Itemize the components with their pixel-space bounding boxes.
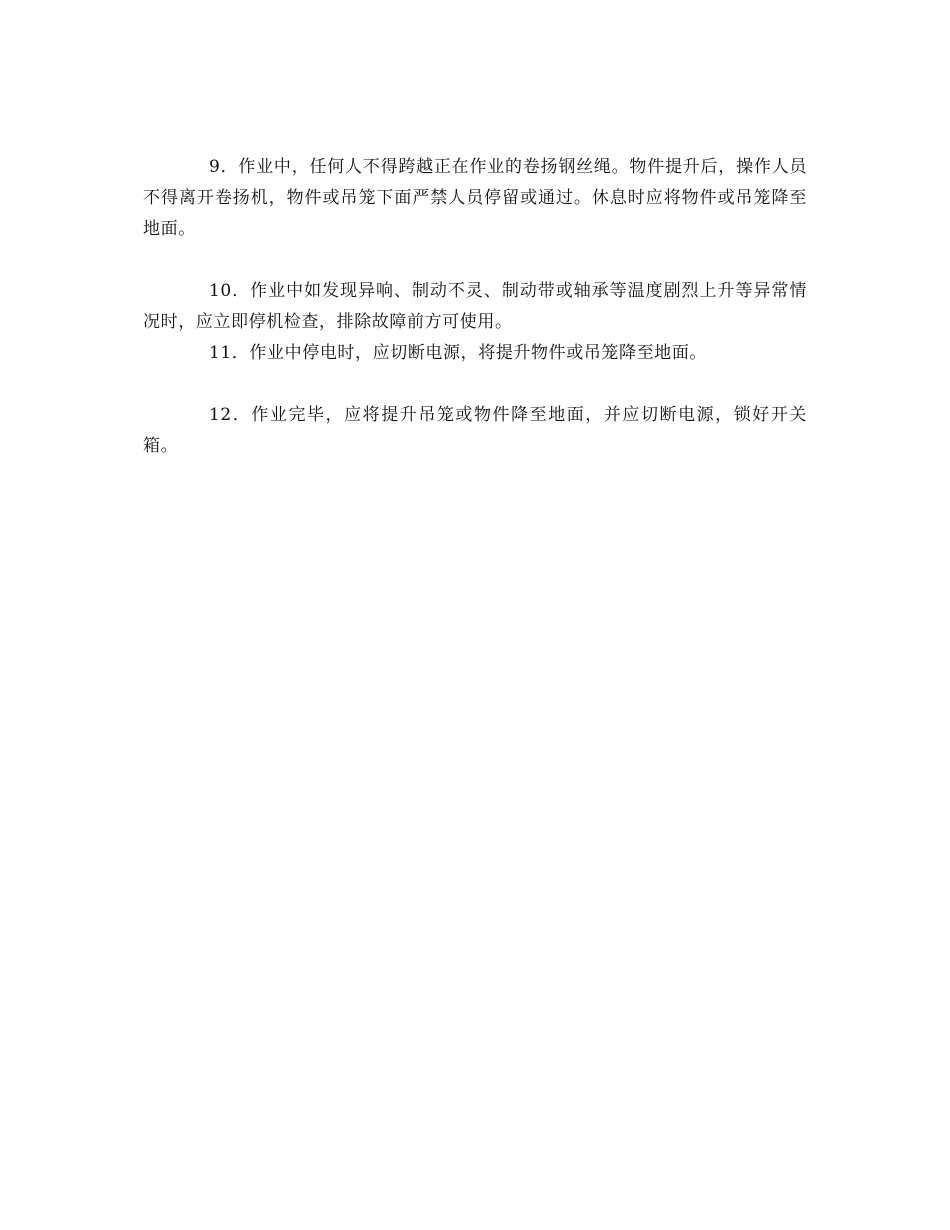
paragraph-item-12: 12．作业完毕，应将提升吊笼或物件降至地面，并应切断电源，锁好开关箱。: [143, 405, 807, 456]
paragraph-item-9: 9．作业中，任何人不得跨越正在作业的卷扬钢丝绳。物件提升后，操作人员不得离开卷扬机，物件或吊笼下面严禁人员停留或通过。休息时应将物件或吊笼降至地面。: [143, 157, 807, 239]
document-body: [143, 152, 807, 462]
paragraph-item-10: 10．作业中如发现异响、制动不灵、制动带或轴承等温度剧烈上升等异常情况时，应立即停机检查，排除故障前方可使用。: [143, 281, 807, 332]
paragraph-item-11: 11．作业中停电时，应切断电源，将提升物件或吊笼降至地面。: [209, 343, 708, 363]
